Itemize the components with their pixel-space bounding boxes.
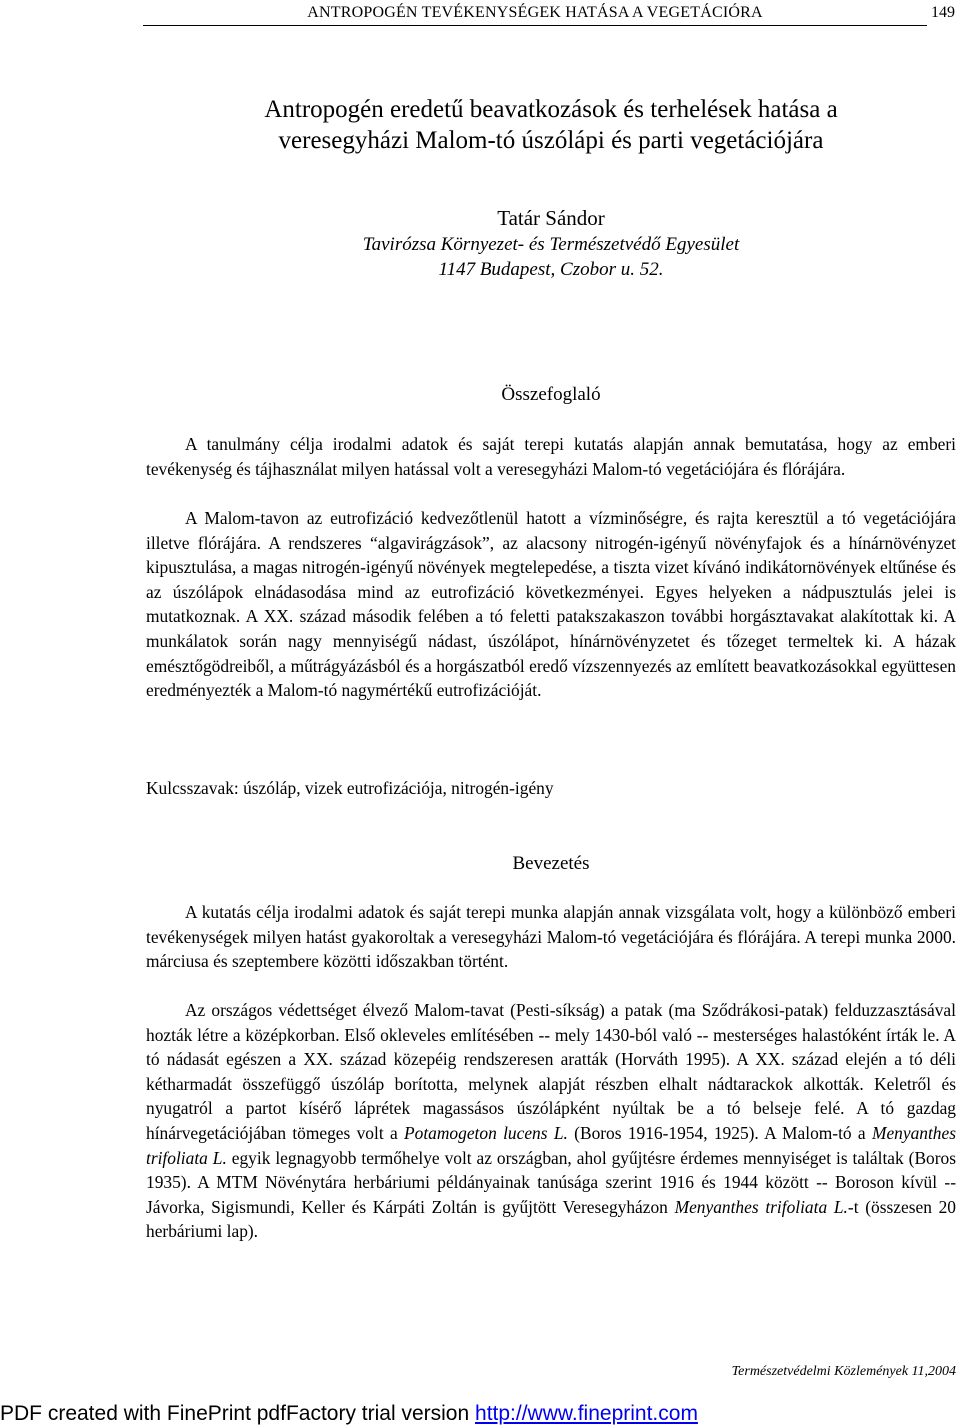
abstract-heading: Összefoglaló [501,384,601,405]
journal-citation: Természetvédelmi Közlemények 11,2004 [731,1364,956,1379]
intro-p2-text-b: (Boros 1916-1954, 1925). A Malom-tó a [567,1122,872,1143]
article-title-line-1: Antropogén eredetű beavatkozások és terhelések hatása a [264,96,838,123]
species-name-menyanthes: Menyanthes trifoliata L. [146,1122,956,1168]
fineprint-link[interactable]: http://www.fineprint.com [475,1402,698,1425]
author-affiliation: Tavirózsa Környezet- és Természetvédő Egyesület [362,234,740,255]
introduction-paragraph-2 [146,998,956,1244]
introduction-paragraph-1: A kutatás célja irodalmi adatok és saját terepi munka alapján annak vizsgálata volt, hogy a különböző emberi tevékenységek milyen hatást gyakoroltak a veresegyházi Malom-tó vegetációjára és flórájára. A terepi munka 2000. márciusa és szeptembere közötti időszakban történt. [146,902,956,972]
header-rule [143,25,927,26]
article-title [146,94,956,156]
intro-p2-text-d: -t (összesen 20 herbáriumi lap). [146,1196,956,1242]
running-head-title: ANTROPOGÉN TEVÉKENYSÉGEK HATÁSA A VEGETÁCIÓRA [307,4,763,21]
pdf-footer-notice [0,1400,960,1428]
intro-p2-text-a: Az országos védettséget élvező Malom-tavat (Pesti-síkság) a patak (ma Sződrákosi-patak) felduzzasztásával hozták létre a középkorban. Első okleveles említésében -- mely 1430-ból való -- mesterséges halastóként írták le. A tó nádasát egészen a XX. század közepéig rendszeresen aratták (Horváth 1995). A XX. század elején a tó déli kétharmadát összefüggő úszóláp borította, melynek alapját részben elhalt nádtarackok alkották. Keletről és nyugatról a partot kísérő láprétek magassásos úszólápként nyúltak be a tó belseje felé. A tó gazdag hínárvegetációjában tömeges volt a [146,1000,956,1143]
author-address: 1147 Budapest, Czobor u. 52. [438,259,664,280]
abstract-paragraph-1: A tanulmány célja irodalmi adatok és saját terepi kutatás alapján annak bemutatása, hogy az emberi tevékenység és tájhasználat milyen hatással volt a veresegyházi Malom-tó vegetációjára és flórájára. [146,434,956,479]
abstract-paragraph-2: A Malom-tavon az eutrofizáció kedvezőtlenül hatott a vízminőségre, és rajta keresztül a tó vegetációjára illetve flórájára. A rendszeres “algavirágzások”, az alacsony nitrogén-igényű növényfajok és a hínárnövényzet kipusztulása, a magas nitrogén-igényű növények megtelepedése, a tiszta vizet kívánó indikátornövények eltűnése és az úszólápok elnádasodása mind az eutrofizáció következményei. Egyes helyeken a nádpusztulás jelei is mutatkoznak. A XX. század második felében a tó feletti patakszakaszon további horgásztavakat alakítottak ki. A munkálatok során nagy mennyiségű nádast, úszólápot, hínárnövényzetet és tőzeget termeltek ki. A házak emésztőgödreiből, a műtrágyázásból és a horgászatból eredő vízszennyezés az említett beavatkozásokkal együttesen eredményezték a Malom-tó nagymértékű eutrofizációját. [146,508,956,701]
intro-p2-text-c: egyik legnagyobb termőhelye volt az országban, ahol gyűjtésre érdemes mennyiséget is találtak (Boros 1935). A MTM Növénytára herbáriumi példányainak tanúsága szerint 1916 és 1944 között -- Boroson kívül -- Jávorka, Sigismundi, Keller és Kárpáti Zoltán is gyűjtött Veresegyházon [146,1147,956,1217]
keywords: Kulcsszavak: úszóláp, vizek eutrofizációja, nitrogén-igény [146,778,554,798]
running-head [143,4,955,26]
page-number: 149 [931,4,955,21]
species-name-menyanthes-2: Menyanthes trifoliata L. [674,1196,848,1217]
species-name-potamogeton: Potamogeton lucens L. [404,1122,568,1143]
introduction-heading: Bevezetés [512,853,590,874]
article-title-line-2: veresegyházi Malom-tó úszólápi és parti vegetációjára [278,127,824,154]
pdf-notice-text: PDF created with FinePrint pdfFactory trial version [0,1402,476,1425]
author-name: Tatár Sándor [497,206,605,230]
